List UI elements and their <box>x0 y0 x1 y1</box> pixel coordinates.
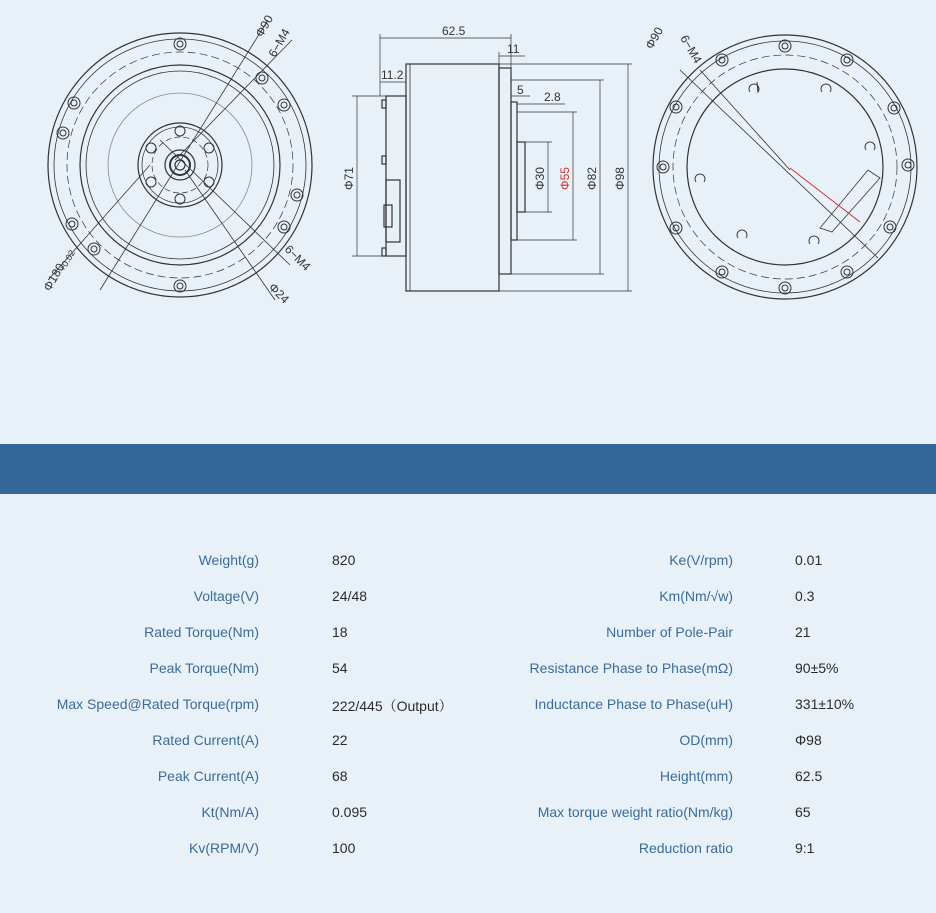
spec-label: Voltage(V) <box>193 588 259 604</box>
spec-value: 62.5 <box>795 768 823 784</box>
spec-label: Ke(V/rpm) <box>669 552 733 568</box>
front-hole-bottom: 6−M4 <box>281 242 314 274</box>
spec-value: 22 <box>332 732 348 748</box>
spec-label: Kv(RPM/V) <box>189 840 259 856</box>
spec-row <box>0 552 936 588</box>
spec-value: Φ98 <box>795 732 822 748</box>
spec-label: Rated Current(A) <box>152 732 259 748</box>
spec-label: Max Speed@Rated Torque(rpm) <box>56 696 259 712</box>
spec-row <box>0 840 936 876</box>
side-len-11-2: 11.2 <box>381 68 404 82</box>
spec-label: Peak Current(A) <box>157 768 259 784</box>
front-dia-90: Φ90 <box>252 12 277 40</box>
spec-value: 820 <box>332 552 356 568</box>
spec-row <box>0 660 936 696</box>
spec-row <box>0 732 936 768</box>
spec-label: Weight(g) <box>198 552 259 568</box>
technical-drawing <box>0 0 936 320</box>
side-len-62-5: 62.5 <box>442 24 466 38</box>
spec-row <box>0 696 936 732</box>
section-band <box>0 444 936 494</box>
spec-label: Kt(Nm/A) <box>201 804 259 820</box>
spec-label: Km(Nm/√w) <box>659 588 733 604</box>
front-dia-180: Φ180 <box>40 260 68 294</box>
spec-value: 0.3 <box>795 588 815 604</box>
spec-value: 0.01 <box>795 552 823 568</box>
spec-label: Max torque weight ratio(Nm/kg) <box>537 804 733 820</box>
spec-value: 21 <box>795 624 811 640</box>
spec-label: Reduction ratio <box>638 840 733 856</box>
spec-row <box>0 624 936 660</box>
side-len-11: 11 <box>507 42 520 56</box>
spec-label: Rated Torque(Nm) <box>144 624 259 640</box>
spec-value: 90±5% <box>795 660 839 676</box>
spec-value: 65 <box>795 804 811 820</box>
front-view <box>48 20 312 300</box>
spec-label: Peak Torque(Nm) <box>149 660 259 676</box>
spec-label: Inductance Phase to Phase(uH) <box>534 696 733 712</box>
side-dia-55: Φ55 <box>558 167 572 190</box>
spec-value: 0.095 <box>332 804 368 820</box>
spec-value: 331±10% <box>795 696 855 712</box>
spec-row <box>0 768 936 804</box>
spec-value: 222/445（Output） <box>332 698 453 714</box>
front-dia-24: Φ24 <box>265 280 292 307</box>
spec-label: Number of Pole-Pair <box>606 624 733 640</box>
rear-view <box>653 32 917 299</box>
spec-row <box>0 588 936 624</box>
spec-value: 18 <box>332 624 348 640</box>
spec-label: OD(mm) <box>679 732 733 748</box>
side-dia-30: Φ30 <box>533 167 547 190</box>
side-dia-82: Φ82 <box>585 167 599 190</box>
spec-row <box>0 804 936 840</box>
front-hole-top: 6−M4 <box>265 26 293 60</box>
spec-label: Height(mm) <box>659 768 733 784</box>
spec-value: 9:1 <box>795 840 815 856</box>
side-dia-98: Φ98 <box>613 167 627 190</box>
spec-label: Resistance Phase to Phase(mΩ) <box>529 660 733 676</box>
rear-dia-90: Φ90 <box>642 24 667 52</box>
spec-value: 24/48 <box>332 588 368 604</box>
spec-value: 100 <box>332 840 356 856</box>
side-dia-71: Φ71 <box>342 167 356 190</box>
spec-value: 68 <box>332 768 348 784</box>
side-len-2-8: 2.8 <box>544 90 561 104</box>
front-tolerance: +0.02 <box>57 248 78 273</box>
rear-hole: 6−M4 <box>677 32 705 66</box>
side-len-5: 5 <box>517 83 524 97</box>
spec-value: 54 <box>332 660 348 676</box>
